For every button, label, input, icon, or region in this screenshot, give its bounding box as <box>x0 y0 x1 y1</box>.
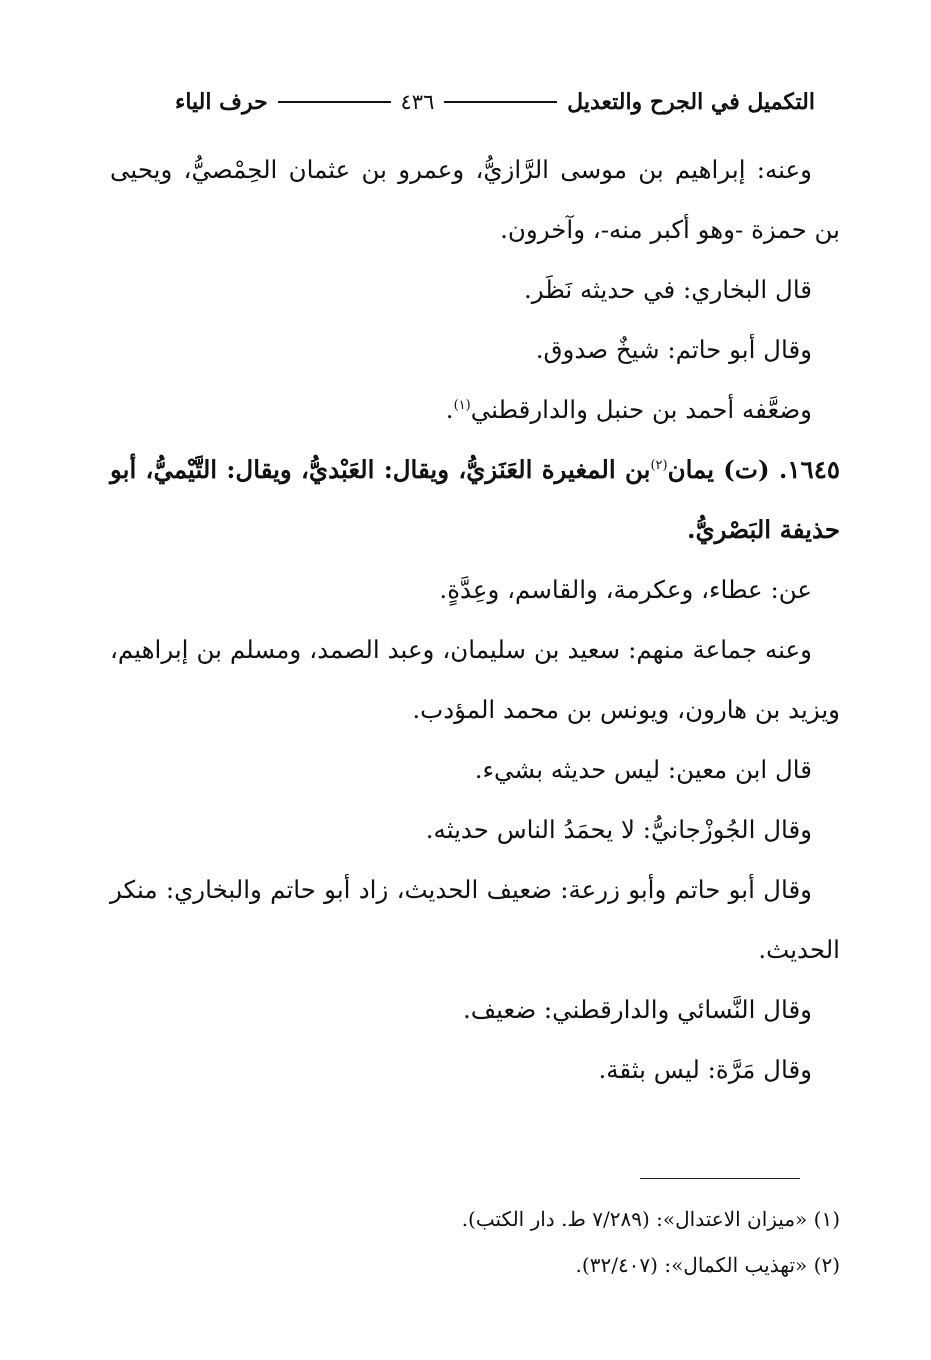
running-header <box>175 82 815 122</box>
paragraph-narrated-from: عن: عطاء، وعكرمة، والقاسم، وعِدَّةٍ. <box>439 575 812 604</box>
footnotes <box>110 1196 840 1288</box>
paragraph-ibn-main: قال ابن معين: ليس حديثه بشيء. <box>474 755 812 784</box>
paragraph-abu-zura: وقال أبو حاتم وأبو زرعة: ضعيف الحديث، زاد أبو حاتم والبخاري: منكر الحديث. <box>110 875 840 964</box>
entry-lineage: بن المغيرة العَنَزيُّ، ويقال: العَبْديُّ، ويقال: التَّيْميُّ، أبو حذيفة البَصْريُّ. <box>110 455 840 544</box>
paragraph-narrated-by: وعنه جماعة منهم: سعيد بن سليمان، وعبد الصمد، ومسلم بن إبراهيم، ويزيد بن هارون، ويونس بن محمد المؤدب. <box>110 635 840 724</box>
paragraph-abu-hatim: وقال أبو حاتم: شيخٌ صدوق. <box>535 335 812 364</box>
paragraph-narrators-from: وعنه: إبراهيم بن موسى الرَّازيُّ، وعمرو بن عثمان الحِمْصيُّ، ويحيى بن حمزة -وهو أكبر منه-، وآخرون. <box>110 155 840 244</box>
paragraph-nasai: وقال النَّسائي والدارقطني: ضعيف. <box>462 995 812 1024</box>
weakened-period: . <box>445 395 454 424</box>
footnote-2: (٢) «تهذيب الكمال»: (٣٢/٤٠٧). <box>575 1253 840 1277</box>
footnote-1: (١) «ميزان الاعتدال»: (٧/٢٨٩ ط. دار الكتب). <box>461 1207 840 1231</box>
entry-heading-1645 <box>110 440 840 560</box>
entry-number-name: ١٦٤٥. (ت) يمان <box>667 455 841 484</box>
footnote-separator <box>640 1178 800 1179</box>
book-title: التكميل في الجرح والتعديل <box>567 89 815 115</box>
weakened-text: وضعَّفه أحمد بن حنبل والدارقطني <box>470 395 812 424</box>
footnote-ref-1: (١) <box>453 397 471 413</box>
main-text <box>110 140 840 1100</box>
page-number: ٤٣٦ <box>400 90 435 114</box>
paragraph-bukhari: قال البخاري: في حديثه نَظَر. <box>523 275 812 304</box>
section-title: حرف الياء <box>175 89 268 115</box>
header-dash-right <box>444 101 557 103</box>
paragraph-once: وقال مَرَّة: ليس بثقة. <box>598 1055 812 1084</box>
paragraph-juzjani: وقال الجُوزْجانيُّ: لا يحمَدُ الناس حديثه. <box>425 815 812 844</box>
header-dash-left <box>278 101 391 103</box>
footnote-ref-2: (٢) <box>650 457 668 473</box>
paragraph-weakened <box>110 380 840 440</box>
